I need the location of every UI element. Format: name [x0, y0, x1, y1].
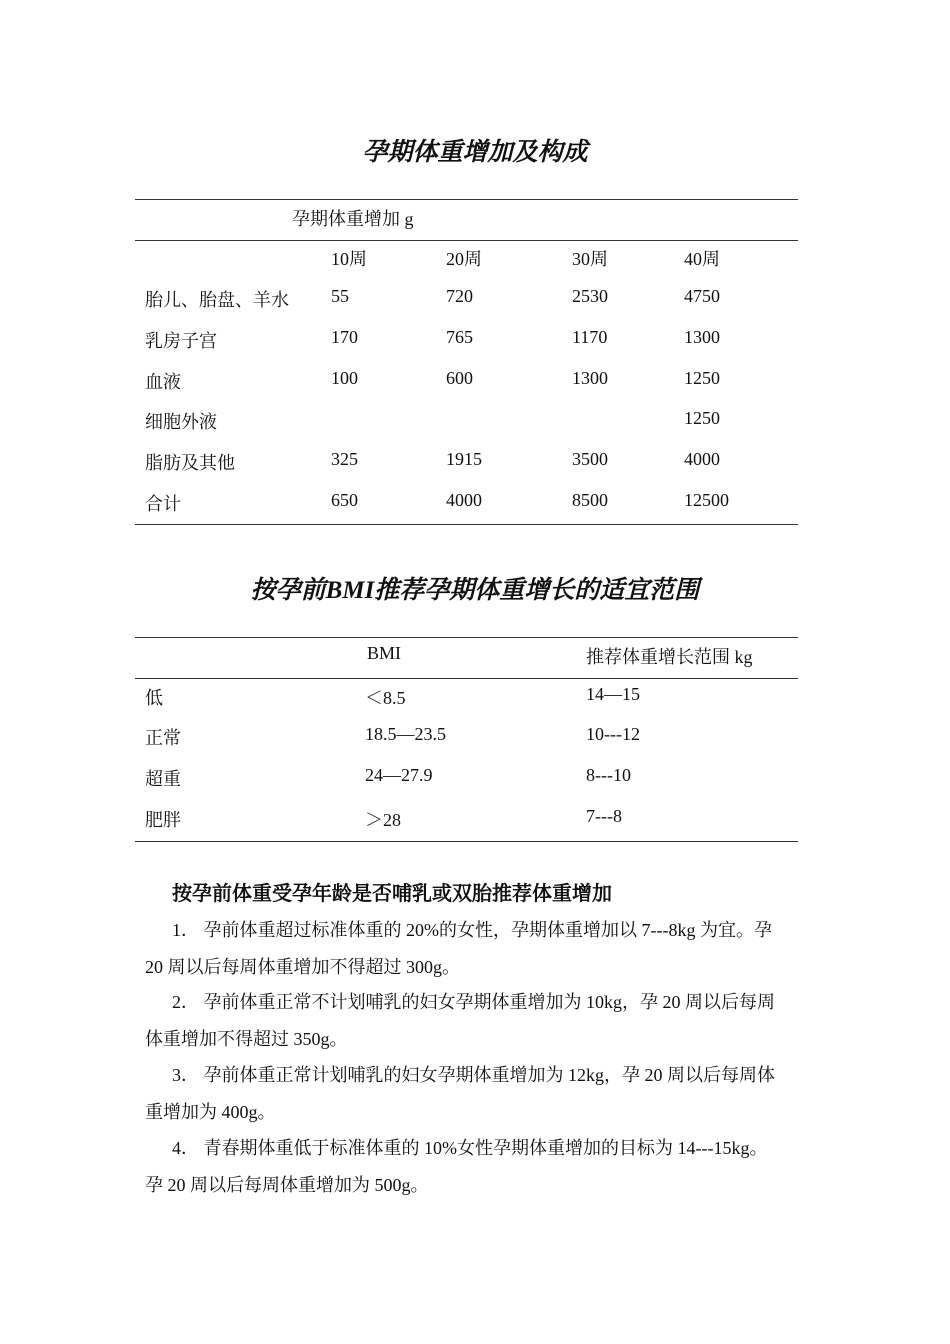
table1-cell: 650	[331, 490, 358, 510]
table1-row-label: 细胞外液	[145, 412, 217, 432]
table2-bottom-rule	[135, 841, 798, 842]
table1-col-header: 20周	[446, 249, 482, 269]
table1-row-label: 合计	[145, 494, 181, 514]
table1-row-label: 脂肪及其他	[145, 453, 235, 473]
list-item-line: 孕 20 周以后每周体重增加为 500g。	[145, 1175, 429, 1195]
table1-cell: 2530	[572, 286, 608, 306]
table2-cell: 7---8	[586, 806, 622, 826]
table1-title: 孕期体重增加及构成	[362, 139, 588, 166]
list-item-line: 2． 孕前体重正常不计划哺乳的妇女孕期体重增加为 10kg，孕 20 周以后每周	[172, 992, 775, 1012]
list-item-line: 20 周以后每周体重增加不得超过 300g。	[145, 957, 460, 977]
list-item-line: 1． 孕前体重超过标准体重的 20%的女性，孕期体重增加以 7---8kg 为宜。孕	[172, 920, 772, 940]
table1-row-label: 胎儿、胎盘、羊水	[145, 290, 289, 310]
table2-col-header: BMI	[367, 643, 402, 663]
table2-cell: ＞28	[365, 810, 401, 830]
table2-row-label: 低	[145, 688, 163, 708]
table1-cell: 12500	[684, 490, 729, 510]
table1-cell: 4750	[684, 286, 720, 306]
table1-row-label: 血液	[145, 372, 181, 392]
table1-cell: 8500	[572, 490, 608, 510]
table2-row-label: 肥胖	[145, 810, 181, 830]
section-heading: 按孕前体重受孕年龄是否哺乳或双胎推荐体重增加	[172, 881, 612, 905]
table1-cell: 1915	[446, 449, 482, 469]
table1-col-header: 40周	[684, 249, 720, 269]
table1-cell: 100	[331, 368, 358, 388]
table1-top-rule	[135, 199, 798, 200]
table1-row-label: 乳房子宫	[145, 331, 217, 351]
list-item-line: 3． 孕前体重正常计划哺乳的妇女孕期体重增加为 12kg，孕 20 周以后每周体	[172, 1065, 775, 1085]
table2-title: 按孕前BMI推荐孕期体重增长的适宜范围	[250, 577, 700, 604]
table2-col-header: 推荐体重增长范围 kg	[586, 647, 753, 667]
table1-cell: 720	[446, 286, 473, 306]
table2-cell: 14—15	[586, 684, 640, 704]
table1-cell: 1250	[684, 408, 720, 428]
table1-group-header: 孕期体重增加 g	[292, 209, 414, 229]
table2-cell: ＜8.5	[365, 688, 406, 708]
table1-col-header: 10周	[331, 249, 367, 269]
table1-cell: 4000	[684, 449, 720, 469]
table2-cell: 24—27.9	[365, 765, 433, 785]
table1-cell: 1170	[572, 327, 608, 347]
table1-header-rule	[135, 240, 798, 241]
table2-cell: 18.5—23.5	[365, 724, 446, 744]
table1-cell: 600	[446, 368, 473, 388]
list-item-line: 重增加为 400g。	[145, 1102, 276, 1122]
table2-top-rule	[135, 637, 798, 638]
list-item-line: 体重增加不得超过 350g。	[145, 1029, 348, 1049]
table1-bottom-rule	[135, 524, 798, 525]
table1-cell: 765	[446, 327, 473, 347]
table1-cell: 325	[331, 449, 358, 469]
table1-cell: 3500	[572, 449, 608, 469]
list-item-line: 4． 青春期体重低于标准体重的 10%女性孕期体重增加的目标为 14---15kg。	[172, 1138, 768, 1158]
table1-cell: 170	[331, 327, 358, 347]
table1-cell: 4000	[446, 490, 482, 510]
table1-cell: 55	[331, 286, 349, 306]
table1-cell: 1300	[572, 368, 608, 388]
table2-row-label: 正常	[145, 728, 181, 748]
table1-col-header: 30周	[572, 249, 608, 269]
table2-row-label: 超重	[145, 769, 181, 789]
table2-header-rule	[135, 678, 798, 679]
table2-cell: 8---10	[586, 765, 631, 785]
table1-cell: 1300	[684, 327, 720, 347]
table2-cell: 10---12	[586, 724, 640, 744]
table1-cell: 1250	[684, 368, 720, 388]
